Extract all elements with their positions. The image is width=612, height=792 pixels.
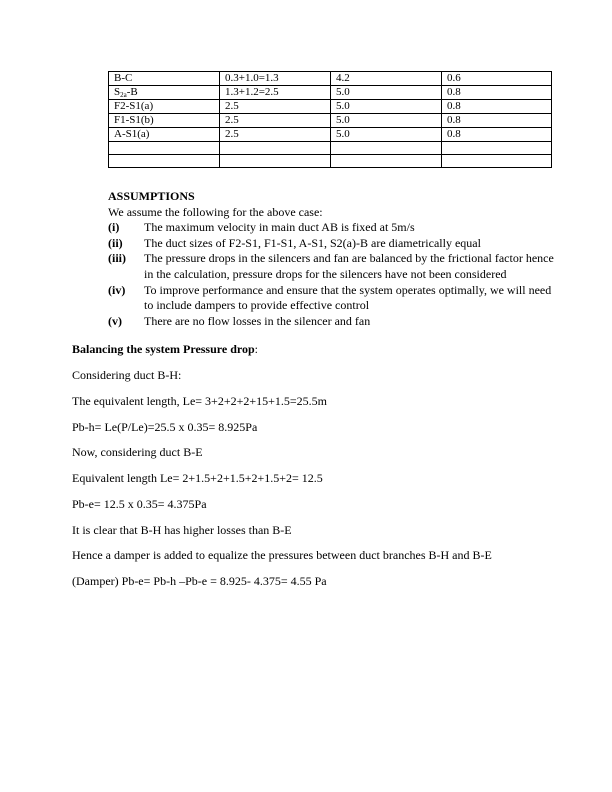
table-cell: 5.0 xyxy=(331,100,442,114)
list-text: There are no flow losses in the silencer and fan xyxy=(144,313,371,328)
list-item xyxy=(108,314,558,330)
table-cell: F1-S1(b) xyxy=(109,114,220,128)
assumptions-intro: We assume the following for the above case: xyxy=(108,204,323,219)
table-cell: 4.2 xyxy=(331,72,442,86)
table-cell: 2.5 xyxy=(220,100,331,114)
heading-colon: : xyxy=(254,342,259,356)
section-heading xyxy=(72,342,258,356)
paragraph: Now, considering duct B-E xyxy=(72,445,203,459)
list-number: (i) xyxy=(108,220,120,235)
table-cell: A-S1(a) xyxy=(109,128,220,142)
table-row xyxy=(109,72,552,86)
table-cell: 1.3+1.2=2.5 xyxy=(220,86,331,100)
assumptions-title: ASSUMPTIONS xyxy=(108,189,195,203)
paragraph: Considering duct B-H: xyxy=(72,368,182,382)
list-item xyxy=(108,236,558,252)
paragraph: Pb-e= 12.5 x 0.35= 4.375Pa xyxy=(72,497,207,511)
table-cell: 0.8 xyxy=(442,128,552,142)
table-cell xyxy=(109,155,220,168)
table-cell: 5.0 xyxy=(331,114,442,128)
duct-table xyxy=(108,71,552,168)
table-row xyxy=(109,128,552,142)
table-cell: 2.5 xyxy=(220,114,331,128)
table-row xyxy=(109,114,552,128)
paragraph: It is clear that B-H has higher losses than B-E xyxy=(72,523,292,537)
list-text: The pressure drops in the silencers and fan are balanced by the frictional factor hence in the calculation, pressure drops for the silencers have not been considered xyxy=(144,251,554,281)
list-text: The duct sizes of F2-S1, F1-S1, A-S1, S2(a)-B are diametrically equal xyxy=(144,235,481,250)
table-cell: B-C xyxy=(109,72,220,86)
table-row xyxy=(109,86,552,100)
table-cell: 0.8 xyxy=(442,100,552,114)
heading-bold: Balancing the system Pressure drop xyxy=(72,342,255,356)
table-cell xyxy=(109,142,220,155)
list-item xyxy=(108,251,558,282)
table-cell: 0.8 xyxy=(442,114,552,128)
paragraph: Hence a damper is added to equalize the pressures between duct branches B-H and B-E xyxy=(72,548,492,562)
table-cell xyxy=(220,155,331,168)
list-number: (iii) xyxy=(108,251,126,266)
list-text: The maximum velocity in main duct AB is fixed at 5m/s xyxy=(144,220,415,235)
table-cell: F2-S1(a) xyxy=(109,100,220,114)
table-cell xyxy=(109,86,220,100)
table-cell xyxy=(442,155,552,168)
s2a-suffix: -B xyxy=(126,86,138,98)
list-number: (ii) xyxy=(108,235,123,250)
table-cell xyxy=(220,142,331,155)
table-cell: 0.6 xyxy=(442,72,552,86)
list-number: (v) xyxy=(108,313,122,328)
table-cell: 0.8 xyxy=(442,86,552,100)
table-row xyxy=(109,100,552,114)
paragraph: (Damper) Pb-e= Pb-h –Pb-e = 8.925- 4.375= 4.55 Pa xyxy=(72,574,327,588)
table-cell: 0.3+1.0=1.3 xyxy=(220,72,331,86)
list-text: To improve performance and ensure that the system operates optimally, we will need to include dampers to provide effective control xyxy=(144,282,552,313)
table-row-empty xyxy=(109,142,552,155)
table-cell: 5.0 xyxy=(331,86,442,100)
table-cell xyxy=(442,142,552,155)
paragraph: The equivalent length, Le= 3+2+2+2+15+1.5=25.5m xyxy=(72,394,327,408)
table-cell xyxy=(331,155,442,168)
s2a-subscript: 2a xyxy=(120,91,127,99)
table-cell xyxy=(331,142,442,155)
table-row-empty xyxy=(109,155,552,168)
assumptions-section xyxy=(108,189,558,329)
list-item xyxy=(108,220,558,236)
list-number: (iv) xyxy=(108,282,126,297)
list-item xyxy=(108,283,558,314)
table-cell: 2.5 xyxy=(220,128,331,142)
paragraph: Pb-h= Le(P/Le)=25.5 x 0.35= 8.925Pa xyxy=(72,420,258,434)
table-cell: 5.0 xyxy=(331,128,442,142)
s2a-prefix: S xyxy=(114,86,121,98)
paragraph: Equivalent length Le= 2+1.5+2+1.5+2+1.5+2= 12.5 xyxy=(72,471,323,485)
